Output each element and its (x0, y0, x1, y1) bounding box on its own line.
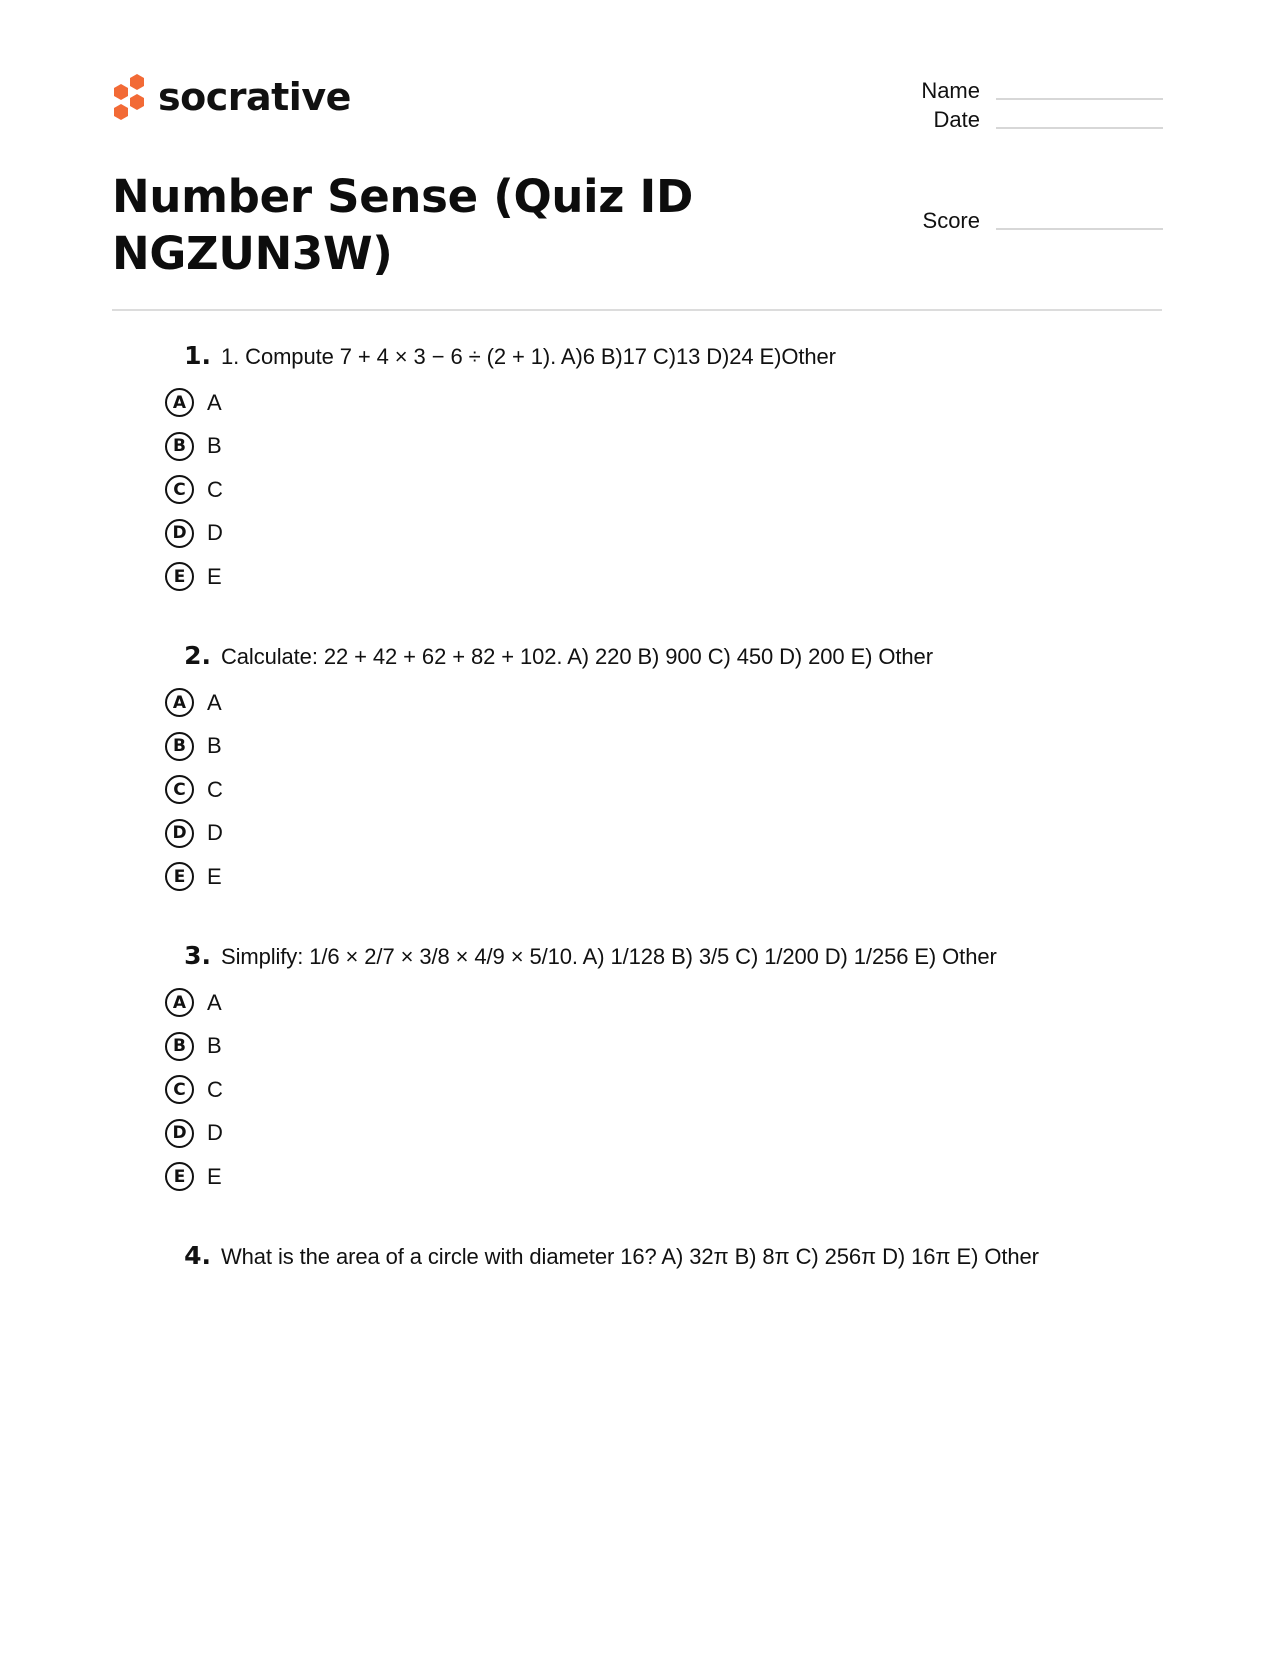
date-line[interactable] (996, 127, 1163, 129)
option-label: D (207, 520, 223, 546)
option-label: C (207, 1076, 223, 1102)
question-number: 2. (184, 641, 211, 670)
option-c[interactable] (165, 1068, 1165, 1112)
option-label: A (207, 389, 222, 415)
date-label: Date (933, 107, 980, 132)
brand-name: socrative (158, 75, 351, 119)
name-label: Name (921, 78, 980, 103)
bubble-b-icon[interactable]: B (165, 732, 194, 761)
option-e[interactable] (165, 855, 1165, 899)
quiz-title: Number Sense (Quiz ID NGZUN3W) (112, 170, 694, 280)
name-line[interactable] (996, 98, 1163, 100)
option-d[interactable] (165, 1112, 1165, 1156)
option-label: B (207, 733, 222, 759)
option-c[interactable] (165, 468, 1165, 512)
question-number: 1. (184, 341, 211, 370)
score-label: Score (922, 208, 980, 233)
option-label: E (207, 863, 222, 889)
bubble-b-icon[interactable]: B (165, 1032, 194, 1061)
score-line[interactable] (996, 228, 1163, 230)
answer-options (165, 681, 1165, 899)
bubble-a-icon[interactable]: A (165, 988, 194, 1017)
bubble-e-icon[interactable]: E (165, 1162, 194, 1191)
question-1 (165, 341, 1165, 599)
answer-options (165, 381, 1165, 599)
option-label: D (207, 1120, 223, 1146)
option-b[interactable] (165, 1025, 1165, 1069)
option-d[interactable] (165, 512, 1165, 556)
option-label: B (207, 433, 222, 459)
option-label: A (207, 689, 222, 715)
question-number: 3. (184, 941, 211, 970)
bubble-a-icon[interactable]: A (165, 388, 194, 417)
option-label: E (207, 563, 222, 589)
bubble-e-icon[interactable]: E (165, 562, 194, 591)
option-a[interactable] (165, 981, 1165, 1025)
bubble-a-icon[interactable]: A (165, 688, 194, 717)
bubble-d-icon[interactable]: D (165, 819, 194, 848)
score-field[interactable] (860, 210, 1163, 232)
header-divider (112, 309, 1162, 311)
question-text: What is the area of a circle with diameter 16? A) 32π B) 8π C) 256π D) 16π E) Other (221, 1244, 1039, 1269)
bubble-d-icon[interactable]: D (165, 519, 194, 548)
question-4 (165, 1241, 1165, 1275)
bubble-b-icon[interactable]: B (165, 432, 194, 461)
socrative-logo (110, 72, 351, 124)
option-label: D (207, 820, 223, 846)
option-label: B (207, 1033, 222, 1059)
option-d[interactable] (165, 812, 1165, 856)
question-3 (165, 941, 1165, 1199)
option-label: C (207, 776, 223, 802)
question-text: Calculate: 22 + 42 + 62 + 82 + 102. A) 220 B) 900 C) 450 D) 200 E) Other (221, 644, 933, 669)
option-label: C (207, 476, 223, 502)
bubble-d-icon[interactable]: D (165, 1119, 194, 1148)
bubble-c-icon[interactable]: C (165, 475, 194, 504)
option-label: E (207, 1163, 222, 1189)
question-number: 4. (184, 1241, 211, 1270)
option-e[interactable] (165, 555, 1165, 599)
date-field[interactable] (860, 109, 1163, 131)
option-a[interactable] (165, 381, 1165, 425)
answer-options (165, 981, 1165, 1199)
option-b[interactable] (165, 425, 1165, 469)
hexagon-cluster-icon (110, 73, 148, 123)
bubble-c-icon[interactable]: C (165, 1075, 194, 1104)
question-text: Simplify: 1/6 × 2/7 × 3/8 × 4/9 × 5/10. A) 1/128 B) 3/5 C) 1/200 D) 1/256 E) Other (221, 944, 997, 969)
bubble-e-icon[interactable]: E (165, 862, 194, 891)
option-a[interactable] (165, 681, 1165, 725)
bubble-c-icon[interactable]: C (165, 775, 194, 804)
question-text: 1. Compute 7 + 4 × 3 − 6 ÷ (2 + 1). A)6 B)17 C)13 D)24 E)Other (221, 344, 836, 369)
question-2 (165, 641, 1165, 899)
option-e[interactable] (165, 1155, 1165, 1199)
option-label: A (207, 989, 222, 1015)
name-field[interactable] (860, 80, 1163, 102)
option-c[interactable] (165, 768, 1165, 812)
option-b[interactable] (165, 725, 1165, 769)
